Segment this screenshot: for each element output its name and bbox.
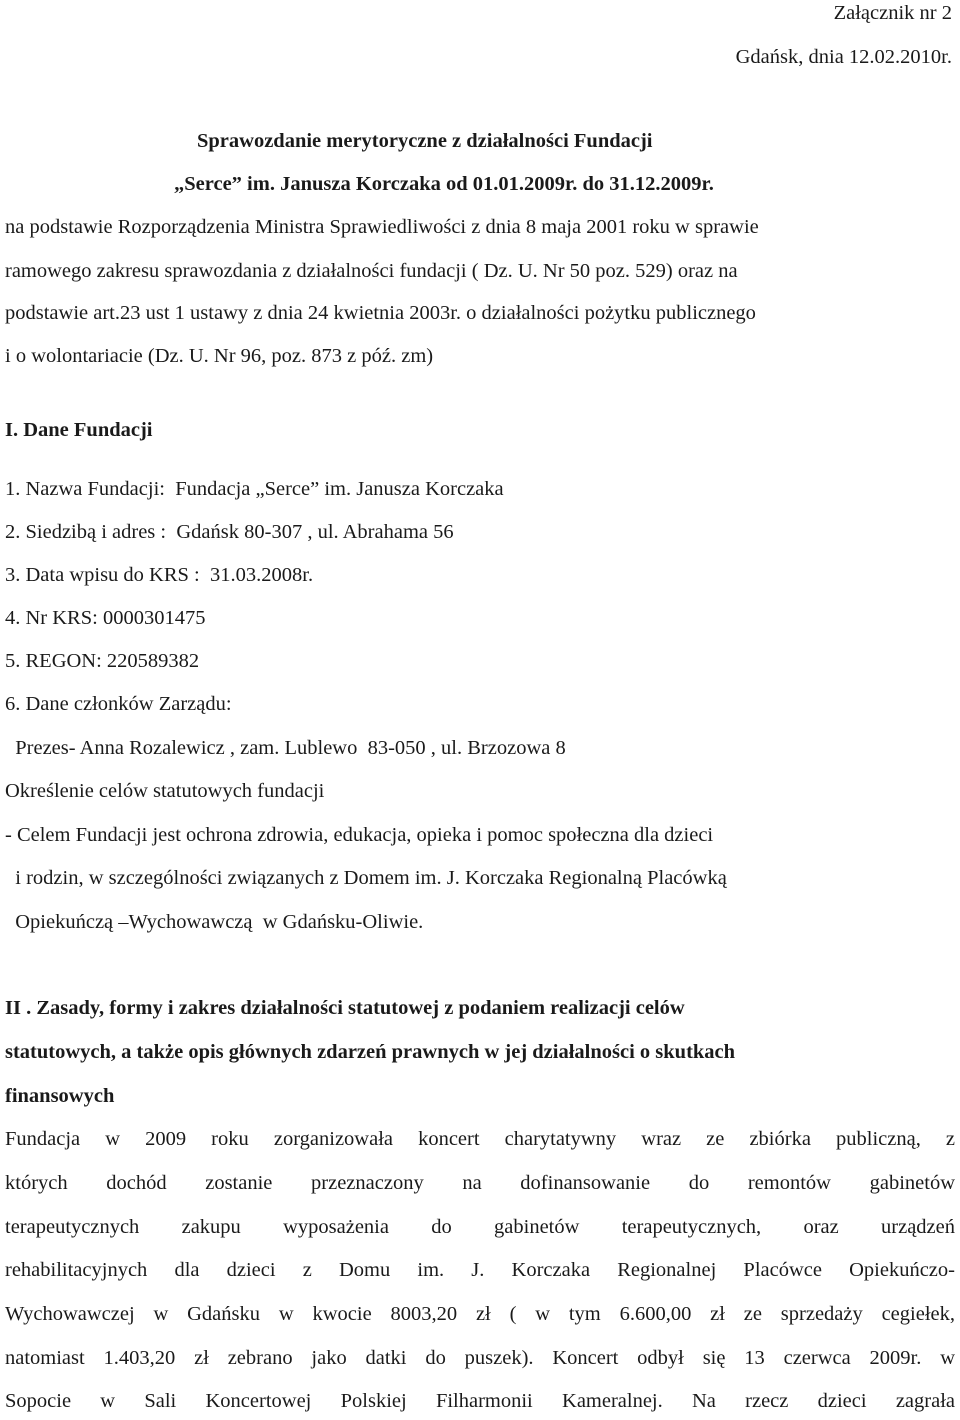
paragraph-line7: Sopocie w Sali Koncertowej Polskiej Filharmonii Kameralnej. Na rzecz dzieci zagrała xyxy=(5,1390,955,1412)
legal-basis-line1: na podstawie Rozporządzenia Ministra Sprawiedliwości z dnia 8 maja 2001 roku w sprawie xyxy=(5,216,759,238)
legal-basis-line2: ramowego zakresu sprawozdania z działalności fundacji ( Dz. U. Nr 50 poz. 529) oraz na xyxy=(5,260,738,282)
section2-heading-line2: statutowych, a także opis głównych zdarzeń prawnych w jej działalności o skutkach xyxy=(5,1041,736,1063)
legal-basis-line3: podstawie art.23 ust 1 ustawy z dnia 24 kwietnia 2003r. o działalności pożytku publicznego xyxy=(5,302,756,324)
paragraph-line5: Wychowawczej w Gdańsku w kwocie 8003,20 zł ( w tym 6.600,00 zł ze sprzedaży cegiełek, xyxy=(5,1303,955,1325)
paragraph-line1: Fundacja w 2009 roku zorganizowała koncert charytatywny wraz ze zbiórka publiczną, z xyxy=(5,1128,955,1150)
goals-line2: i rodzin, w szczególności związanych z Domem im. J. Korczaka Regionalną Placówką xyxy=(5,867,727,889)
section2-heading-line1: II . Zasady, formy i zakres działalności statutowej z podaniem realizacji celów xyxy=(5,997,685,1019)
data-item-address: 2. Siedzibą i adres : Gdańsk 80-307 , ul. Abrahama 56 xyxy=(5,521,454,543)
goals-line1: - Celem Fundacji jest ochrona zdrowia, edukacja, opieka i pomoc społeczna dla dzieci xyxy=(5,824,714,846)
data-item-regon: 5. REGON: 220589382 xyxy=(5,650,200,672)
legal-basis-line4: i o wolontariacie (Dz. U. Nr 96, poz. 873 z póź. zm) xyxy=(5,345,434,367)
data-item-krs-number: 4. Nr KRS: 0000301475 xyxy=(5,607,206,629)
data-item-krs-date: 3. Data wpisu do KRS : 31.03.2008r. xyxy=(5,564,314,586)
section2-heading-line3: finansowych xyxy=(5,1085,115,1107)
paragraph-line3: terapeutycznych zakupu wyposażenia do gabinetów terapeutycznych, oraz urządzeń xyxy=(5,1216,955,1238)
paragraph-line6: natomiast 1.403,20 zł zebrano jako datki do puszek). Koncert odbył się 13 czerwca 2009r. w xyxy=(5,1347,955,1369)
paragraph-line4: rehabilitacyjnych dla dzieci z Domu im. J. Korczaka Regionalnej Placówce Opiekuńczo- xyxy=(5,1259,955,1281)
attachment-label: Załącznik nr 2 xyxy=(833,2,952,24)
goals-line3: Opiekuńczą –Wychowawczą w Gdańsku-Oliwie. xyxy=(5,911,424,933)
board-member: Prezes- Anna Rozalewicz , zam. Lublewo 83-050 , ul. Brzozowa 8 xyxy=(5,737,566,759)
paragraph-line2: których dochód zostanie przeznaczony na dofinansowanie do remontów gabinetów xyxy=(5,1172,955,1194)
goals-heading: Określenie celów statutowych fundacji xyxy=(5,780,325,802)
section1-heading: I. Dane Fundacji xyxy=(5,419,153,441)
report-title-line2: „Serce” im. Janusza Korczaka od 01.01.2009r. do 31.12.2009r. xyxy=(174,173,714,195)
data-item-board: 6. Dane członków Zarządu: xyxy=(5,693,232,715)
report-title-line1: Sprawozdanie merytoryczne z działalności Fundacji xyxy=(197,130,653,152)
place-date: Gdańsk, dnia 12.02.2010r. xyxy=(735,46,952,68)
data-item-name: 1. Nazwa Fundacji: Fundacja „Serce” im. Janusza Korczaka xyxy=(5,478,504,500)
